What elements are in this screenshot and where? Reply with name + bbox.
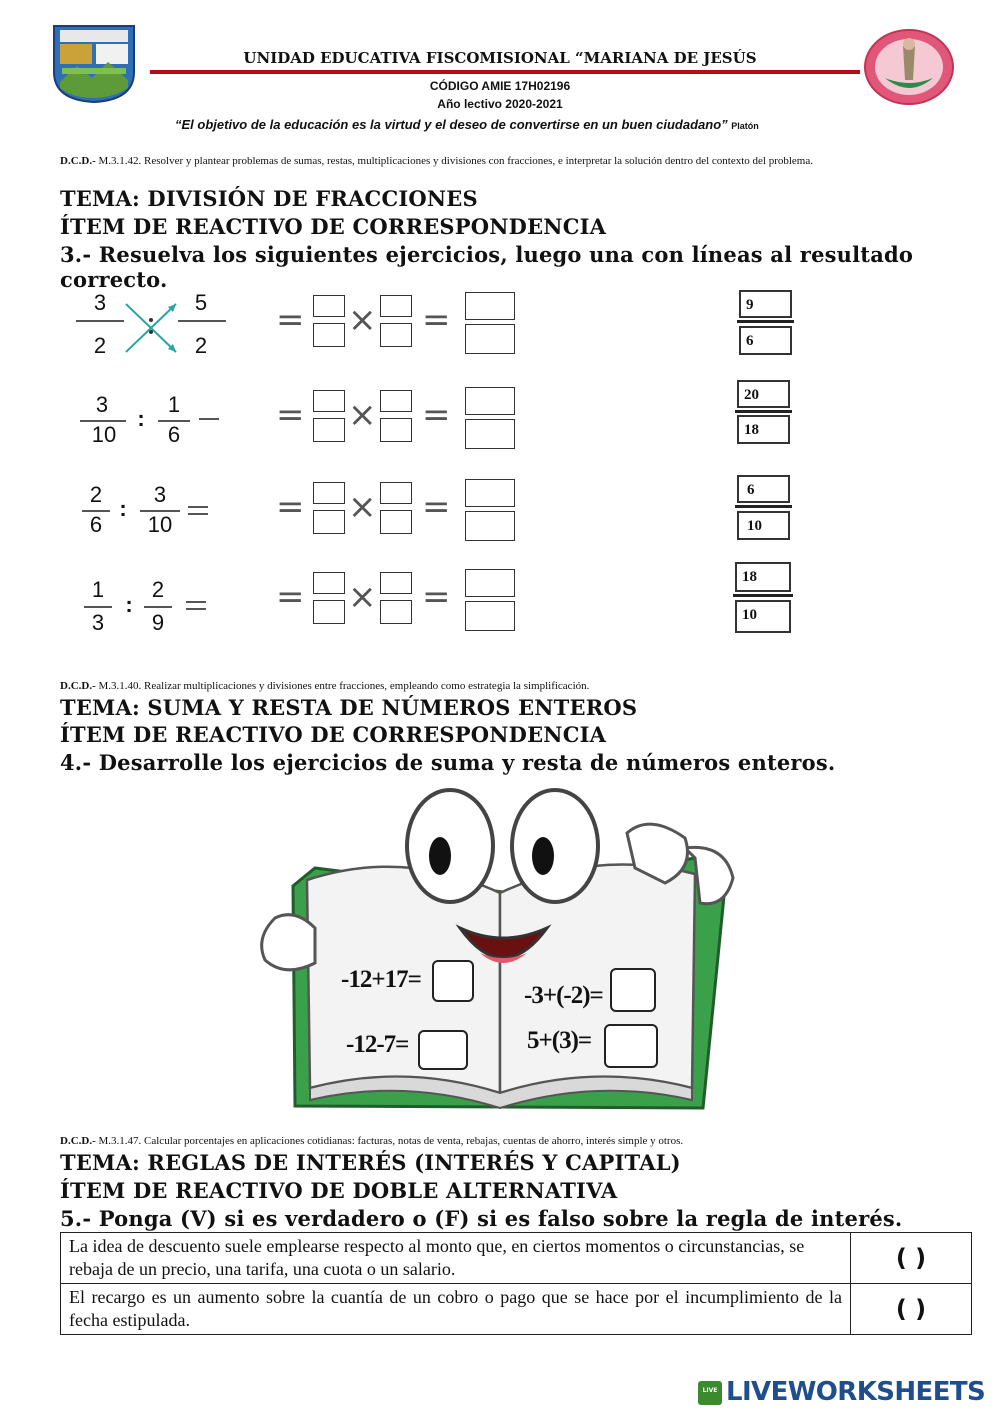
answer-option-numerator: 20	[737, 380, 790, 408]
fraction-numerator: 3	[93, 290, 107, 315]
equals-sign: =	[276, 395, 305, 435]
brand-badge-text: LIVE	[702, 1387, 718, 1394]
dcd-section-4	[60, 679, 940, 693]
result-box-denominator[interactable]	[465, 601, 515, 631]
dcd-section-3	[60, 154, 940, 168]
result-box-numerator[interactable]	[465, 569, 515, 597]
equals-sign: =	[422, 487, 451, 527]
fraction-denominator: 2	[93, 333, 107, 358]
answer-box-denominator[interactable]	[313, 418, 345, 442]
division-sign: :	[125, 592, 133, 617]
equals-sign: =	[422, 395, 451, 435]
answer-field[interactable]	[610, 968, 656, 1012]
item-type-4: ÍTEM DE REACTIVO DE CORRESPONDENCIA	[60, 722, 607, 747]
fraction-denominator: 6	[89, 512, 103, 537]
fraction-numerator: 1	[91, 577, 105, 602]
answer-box-denominator[interactable]	[380, 418, 412, 442]
instruction-5: 5.- Ponga (V) si es verdadero o (F) si es falso sobre la regla de interés.	[60, 1206, 903, 1231]
table-row	[61, 1284, 972, 1335]
fraction-denominator: 6	[167, 422, 181, 447]
fraction-numerator: 3	[153, 482, 167, 507]
answer-box-numerator[interactable]	[380, 482, 412, 504]
answer-option-bar	[735, 505, 792, 508]
school-year: Año lectivo 2020-2021	[437, 97, 563, 111]
answer-box-denominator[interactable]	[380, 323, 412, 347]
fraction-numerator: 3	[95, 392, 109, 417]
equals-dash	[188, 506, 208, 508]
answer-option-bar	[735, 410, 792, 413]
answer-box-denominator[interactable]	[313, 510, 345, 534]
equals-dash	[199, 418, 219, 420]
answer-option-denominator: 10	[737, 511, 790, 540]
brand-badge	[698, 1381, 722, 1405]
dcd-text: M.3.1.42. Resolver y plantear problemas de sumas, restas, multiplicaciones y divisiones con fracciones, e interpretar la solución dentro del contexto del problema.	[98, 155, 813, 167]
equals-sign: =	[422, 300, 451, 340]
table-row	[61, 1233, 972, 1284]
answer-box-numerator[interactable]	[380, 390, 412, 412]
answer-option-denominator: 18	[737, 415, 790, 444]
equals-sign: =	[422, 577, 451, 617]
equals-dash	[188, 513, 208, 515]
times-sign: ×	[348, 577, 377, 617]
dcd-section-5	[60, 1134, 960, 1148]
result-box-numerator[interactable]	[465, 292, 515, 320]
answer-box-numerator[interactable]	[313, 390, 345, 412]
answer-parentheses[interactable]: ( )	[851, 1233, 972, 1284]
answer-field[interactable]	[432, 960, 474, 1002]
result-box-denominator[interactable]	[465, 511, 515, 541]
school-name: UNIDAD EDUCATIVA FISCOMISIONAL “MARIANA DE JESÚS	[243, 49, 757, 67]
answer-box-numerator[interactable]	[313, 482, 345, 504]
cross-arrows-icon	[122, 298, 182, 358]
instruction-3: 3.- Resuelva los siguientes ejercicios, luego una con líneas al resultado correcto.	[60, 242, 914, 292]
answer-box-numerator[interactable]	[380, 295, 412, 317]
header-rule	[150, 70, 860, 74]
answer-box-numerator[interactable]	[380, 572, 412, 594]
fraction-denominator: 10	[147, 512, 173, 537]
mission-logo	[863, 28, 955, 106]
result-box-numerator[interactable]	[465, 387, 515, 415]
equals-dash	[186, 608, 206, 610]
fraction-denominator: 2	[194, 333, 208, 358]
tema-division: TEMA: DIVISIÓN DE FRACCIONES	[60, 186, 478, 211]
answer-option-bar	[737, 320, 794, 323]
division-sign: :	[137, 406, 145, 431]
instruction-4: 4.- Desarrolle los ejercicios de suma y resta de números enteros.	[60, 750, 836, 775]
statement-cell: La idea de descuento suele emplearse respecto al monto que, en ciertos momentos o circunstancias, se rebaja de un precio, una tarifa, una cuota o un salario.	[61, 1233, 851, 1284]
fraction-numerator: 1	[167, 392, 181, 417]
equals-dash	[186, 601, 206, 603]
brand-text: LIVEWORKSHEETS	[726, 1377, 986, 1407]
tema-enteros: TEMA: SUMA Y RESTA DE NÚMEROS ENTEROS	[60, 695, 638, 720]
answer-box-denominator[interactable]	[380, 600, 412, 624]
header-quote: “El objetivo de la educación es la virtud y el deseo de convertirse en un buen ciudadano”	[175, 117, 728, 132]
fraction-bar	[84, 606, 112, 608]
answer-option-denominator: 10	[735, 600, 791, 633]
times-sign: ×	[348, 300, 377, 340]
answer-box-numerator[interactable]	[313, 572, 345, 594]
liveworksheets-logo	[698, 1377, 998, 1413]
amie-code: CÓDIGO AMIE 17H02196	[429, 79, 571, 93]
answer-parentheses[interactable]: ( )	[851, 1284, 972, 1335]
division-sign: :	[119, 496, 127, 521]
quote-author: Platón	[731, 121, 759, 131]
school-logo	[52, 22, 136, 104]
equals-sign: =	[276, 577, 305, 617]
fraction-denominator: 10	[91, 422, 117, 447]
header-quote-line	[175, 117, 875, 132]
fraction-numerator: 2	[151, 577, 165, 602]
problem-text: 5+(3)=	[527, 1027, 592, 1054]
item-type-3: ÍTEM DE REACTIVO DE CORRESPONDENCIA	[60, 214, 607, 239]
dcd-label: D.C.D.-	[60, 155, 96, 167]
answer-option-denominator: 6	[739, 326, 792, 355]
result-box-numerator[interactable]	[465, 479, 515, 507]
fraction-numerator: 5	[194, 290, 208, 315]
result-box-denominator[interactable]	[465, 324, 515, 354]
result-box-denominator[interactable]	[465, 419, 515, 449]
times-sign: ×	[348, 487, 377, 527]
fraction-numerator: 2	[89, 482, 103, 507]
answer-option-numerator: 18	[735, 562, 791, 592]
fraction-bar	[144, 606, 172, 608]
true-false-table	[60, 1232, 972, 1335]
answer-box-denominator[interactable]	[380, 510, 412, 534]
answer-box-numerator[interactable]	[313, 295, 345, 317]
tema-interes: TEMA: REGLAS DE INTERÉS (INTERÉS Y CAPITAL)	[60, 1150, 681, 1175]
fraction-bar	[178, 320, 226, 322]
answer-option-numerator: 6	[737, 475, 790, 503]
item-type-5: ÍTEM DE REACTIVO DE DOBLE ALTERNATIVA	[60, 1178, 618, 1203]
answer-option-bar	[733, 594, 793, 597]
answer-field[interactable]	[604, 1024, 658, 1068]
cartoon-book-illustration	[255, 788, 740, 1120]
fraction-bar	[76, 320, 124, 322]
times-sign: ×	[348, 395, 377, 435]
dcd-label: D.C.D.-	[60, 1135, 96, 1147]
dcd-label: D.C.D.-	[60, 680, 96, 692]
equals-sign: =	[276, 487, 305, 527]
fraction-denominator: 9	[151, 610, 165, 635]
problem-text: -12-7=	[346, 1031, 409, 1058]
equals-sign: =	[276, 300, 305, 340]
dcd-text: M.3.1.40. Realizar multiplicaciones y divisiones entre fracciones, empleando como estrategia la simplificación.	[98, 680, 590, 692]
answer-option-numerator: 9	[739, 290, 792, 318]
problem-text: -12+17=	[341, 966, 421, 993]
answer-field[interactable]	[418, 1030, 468, 1070]
problem-text: -3+(-2)=	[524, 982, 603, 1009]
answer-box-denominator[interactable]	[313, 600, 345, 624]
statement-cell: El recargo es un aumento sobre la cuantía de un cobro o pago que se hace por el incumplimiento de la fecha estipulada.	[61, 1284, 851, 1335]
fraction-denominator: 3	[91, 610, 105, 635]
answer-box-denominator[interactable]	[313, 323, 345, 347]
dcd-text: M.3.1.47. Calcular porcentajes en aplicaciones cotidianas: facturas, notas de venta, rebajas, cuentas de ahorro, interés simple y otros.	[98, 1135, 684, 1147]
